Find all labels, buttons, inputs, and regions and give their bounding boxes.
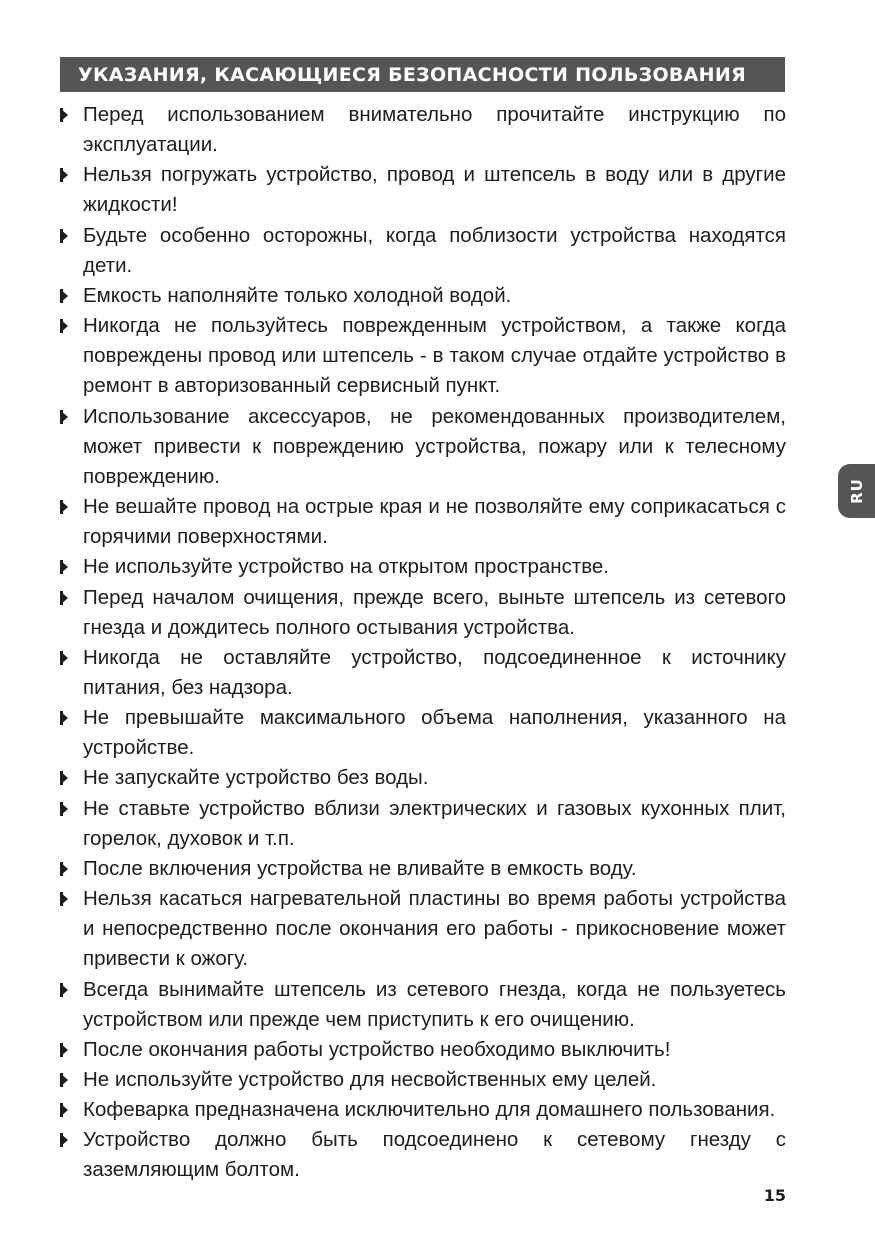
list-item-text: Не ставьте устройство вблизи электрических и газовых кухонных плит, горелок, духовок и т.п. [83,796,786,850]
list-item [60,1065,786,1095]
list-item [60,643,786,703]
list-item [60,1095,786,1125]
bullet-arrow-icon [60,711,68,725]
bullet-arrow-icon [60,1133,68,1147]
list-item-text: Нельзя погружать устройство, провод и штепсель в воду или в другие жидкости! [83,163,786,217]
list-item-text: Будьте особенно осторожны, когда поблизости устройства находятся дети. [83,223,786,277]
list-item [60,311,786,401]
list-item [60,402,786,492]
section-title: УКАЗАНИЯ, КАСАЮЩИЕСЯ БЕЗОПАСНОСТИ ПОЛЬЗОВАНИЯ [78,63,747,86]
list-item [60,492,786,552]
bullet-arrow-icon [60,802,68,816]
list-item-text: Емкость наполняйте только холодной водой. [83,283,512,307]
bullet-arrow-icon [60,168,68,182]
list-item-text: После окончания работы устройство необходимо выключить! [83,1037,671,1061]
bullet-arrow-icon [60,1073,68,1087]
list-item [60,975,786,1035]
list-item-text: Перед началом очищения, прежде всего, выньте штепсель из сетевого гнезда и дождитесь полного остывания устройства. [83,585,786,639]
list-item [60,1125,786,1185]
bullet-arrow-icon [60,500,68,514]
list-item [60,552,786,582]
language-tab [838,464,875,518]
list-item-text: Никогда не оставляйте устройство, подсоединенное к источнику питания, без надзора. [83,645,786,699]
list-item [60,794,786,854]
list-item-text: Перед использованием внимательно прочитайте инструкцию по эксплуатации. [83,103,786,157]
bullet-arrow-icon [60,1103,68,1117]
safety-instructions-list [60,100,786,1186]
list-item [60,281,786,311]
list-item [60,763,786,793]
list-item-text: Не вешайте провод на острые края и не позволяйте ему соприкасаться с горячими поверхностями. [83,495,786,549]
bullet-arrow-icon [60,108,68,122]
section-header-bar [60,57,785,92]
list-item [60,160,786,220]
bullet-arrow-icon [60,410,68,424]
list-item [60,100,786,160]
bullet-arrow-icon [60,319,68,333]
list-item [60,1035,786,1065]
list-item-text: Использование аксессуаров, не рекомендованных производителем, может привести к повреждению устройства, пожару или к телесному повреждению. [83,404,786,488]
bullet-arrow-icon [60,892,68,906]
list-item-text: Не запускайте устройство без воды. [83,766,429,790]
list-item-text: После включения устройства не вливайте в емкость воду. [83,856,637,880]
bullet-arrow-icon [60,560,68,574]
list-item [60,583,786,643]
list-item-text: Всегда вынимайте штепсель из сетевого гнезда, когда не пользуетесь устройством или прежде чем приступить к его очищению. [83,977,786,1031]
list-item-text: Кофеварка предназначена исключительно для домашнего пользования. [83,1098,776,1122]
list-item [60,854,786,884]
page-number: 15 [763,1186,786,1205]
bullet-arrow-icon [60,983,68,997]
list-item [60,884,786,974]
list-item-text: Не используйте устройство на открытом пространстве. [83,555,610,579]
language-tab-label: RU [847,478,866,504]
bullet-arrow-icon [60,771,68,785]
list-item [60,221,786,281]
bullet-arrow-icon [60,862,68,876]
list-item-text: Не используйте устройство для несвойственных ему целей. [83,1068,657,1091]
list-item-text: Нельзя касаться нагревательной пластины во время работы устройства и непосредственно после окончания его работы - прикосновение может привести к ожогу. [83,887,786,971]
list-item-text: Устройство должно быть подсоединено к сетевому гнезду с заземляющим болтом. [83,1128,786,1182]
bullet-arrow-icon [60,1043,68,1057]
bullet-arrow-icon [60,289,68,303]
bullet-arrow-icon [60,591,68,605]
list-item-text: Никогда не пользуйтесь поврежденным устройством, а также когда повреждены провод или штепсель - в таком случае отдайте устройство в ремонт в авторизованный сервисный пункт. [83,314,786,398]
bullet-arrow-icon [60,229,68,243]
list-item-text: Не превышайте максимального объема наполнения, указанного на устройстве. [83,706,786,760]
bullet-arrow-icon [60,651,68,665]
list-item [60,703,786,763]
